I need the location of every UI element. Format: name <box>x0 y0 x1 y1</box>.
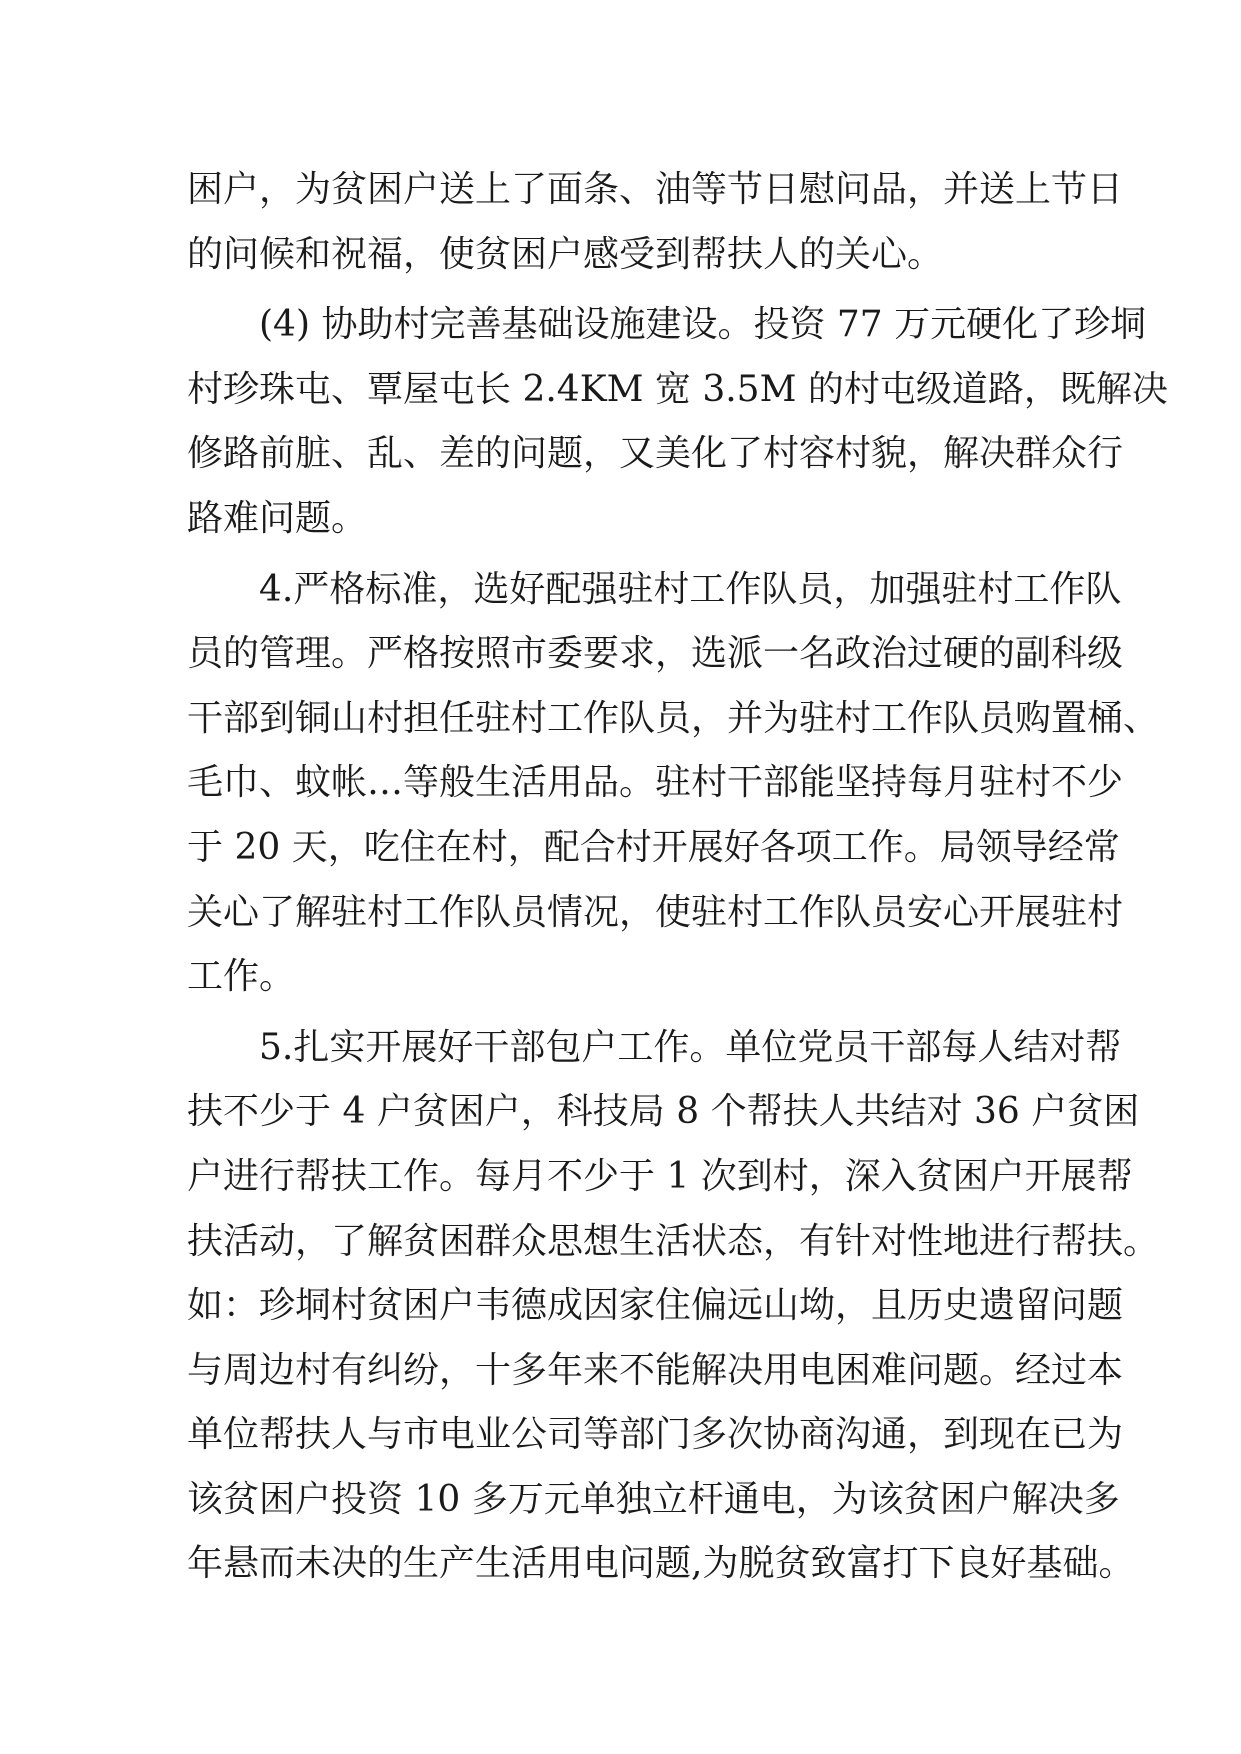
text-line: 修路前脏、乱、差的问题，又美化了村容村貌，解决群众行 <box>187 433 1124 475</box>
text-line: 单位帮扶人与市电业公司等部门多次协商沟通，到现在已为 <box>187 1414 1124 1456</box>
text-line: 与周边村有纠纷，十多年来不能解决用电困难问题。经过本 <box>187 1349 1124 1391</box>
text-line: 干部到铜山村担任驻村工作队员，并为驻村工作队员购置桶、 <box>187 697 1160 739</box>
body-text <box>187 158 1168 1597</box>
text-line: 扶不少于 4 户贫困户，科技局 8 个帮扶人共结对 36 户贫困 <box>187 1091 1140 1133</box>
text-line: 关心了解驻村工作队员情况，使驻村工作队员安心开展驻村 <box>187 891 1124 933</box>
text-line: 户进行帮扶工作。每月不少于 1 次到村，深入贫困户开展帮 <box>187 1155 1133 1197</box>
paragraph-first-line: (4) 协助村完善基础设施建设。投资 77 万元硬化了珍垌 <box>259 304 1147 346</box>
text-line: 的问候和祝福，使贫困户感受到帮扶人的关心。 <box>187 233 944 275</box>
text-line: 年悬而未决的生产生活用电问题,为脱贫致富打下良好基础。 <box>187 1543 1135 1585</box>
text-line: 该贫困户投资 10 多万元单独立杆通电，为该贫困户解决多 <box>187 1478 1120 1520</box>
text-line: 员的管理。严格按照市委要求，选派一名政治过硬的副科级 <box>187 633 1124 675</box>
text-line: 毛巾、蚊帐…等般生活用品。驻村干部能坚持每月驻村不少 <box>187 762 1124 804</box>
paragraph-first-line: 4.严格标准，选好配强驻村工作队员，加强驻村工作队 <box>259 568 1122 610</box>
text-line: 工作。 <box>187 956 296 998</box>
text-line: 路难问题。 <box>187 497 368 539</box>
text-line: 村珍珠屯、覃屋屯长 2.4KM 宽 3.5M 的村屯级道路，既解决 <box>187 368 1168 410</box>
text-line: 于 20 天，吃住在村，配合村开展好各项工作。局领导经常 <box>187 826 1120 868</box>
text-line: 困户，为贫困户送上了面条、油等节日慰问品，并送上节日 <box>187 169 1124 210</box>
text-line: 扶活动，了解贫困群众思想生活状态，有针对性地进行帮扶。 <box>187 1220 1160 1262</box>
paragraph-first-line: 5.扎实开展好干部包户工作。单位党员干部每人结对帮 <box>259 1026 1122 1068</box>
text-line: 如：珍垌村贫困户韦德成因家住偏远山坳，且历史遗留问题 <box>187 1285 1124 1327</box>
